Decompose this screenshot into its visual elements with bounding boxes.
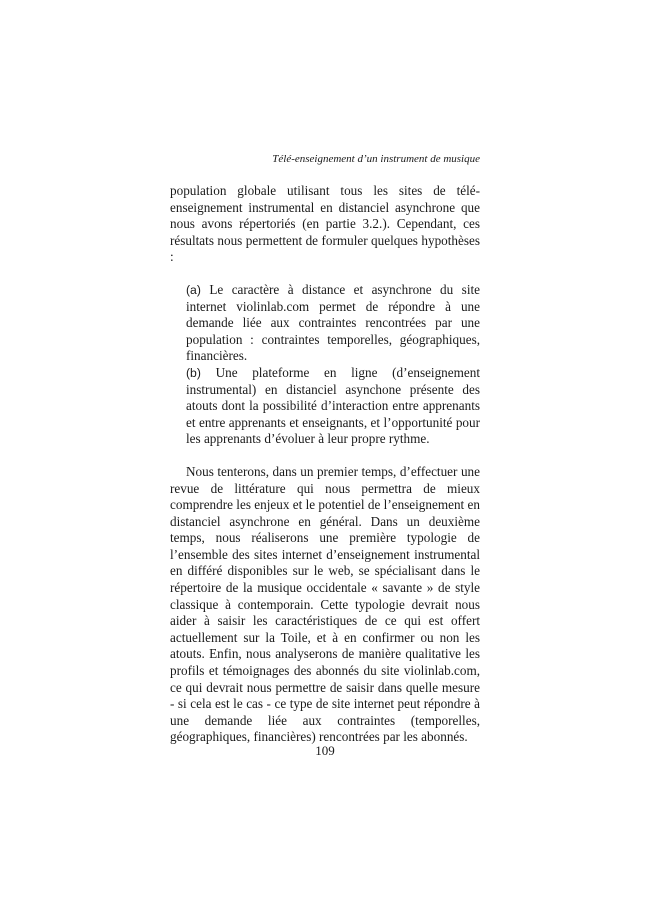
page-number: 109 [315, 743, 335, 758]
hypothesis-marker: (a) [186, 282, 201, 297]
hypotheses-list [170, 282, 480, 448]
main-paragraph: Nous tenterons, dans un premier temps, d’effectuer une revue de littérature qui nous permettra de mieux comprendre les enjeux et le potentiel de l’enseignement en distanciel asynchrone en général. Dans un deuxième temps, nous réaliserons une première typologie de l’ensemble des sites internet d’enseignement instrumental en différé disponibles sur le web, se spécialisant dans le répertoire de la musique occidentale « savante » de style classique à contemporain. Cette typologie devrait nous aider à saisir les caractéristiques de ce qui est offert actuellement sur la Toile, et à en confirmer ou non les atouts. Enfin, nous analyserons de manière qualitative les profils et témoignages des abonnés du site violinlab.com, ce qui devrait nous permettre de saisir dans quelle mesure - si cela est le cas - ce type de site internet peut répondre à une demande liée aux contraintes (temporelles, géographiques, financières) rencontrées par les abonnés. [170, 463, 480, 745]
hypothesis-text: Le caractère à distance et asynchrone du site internet violinlab.com permet de répondre à une demande liée aux contraintes rencontrées par une population : contraintes temporelles, géographiques, financières. [186, 281, 480, 364]
hypothesis-marker: (b) [186, 365, 201, 380]
body-text [170, 183, 480, 746]
hypothesis-text: Une plateforme en ligne (d’enseignement instrumental) en distanciel asynchone présente des atouts dont la possibilité d’interaction entre apprenants et entre apprenants et enseignants, et l’opportunité pour les apprenants d’évoluer à leur propre rythme. [186, 364, 480, 447]
hypothesis-item-b [186, 365, 480, 448]
intro-paragraph: population globale utilisant tous les sites de télé-enseignement instrumental en distanciel asynchrone que nous avons répertoriés (en partie 3.2.). Cependant, ces résultats nous permettent de formuler quelques hypothèses : [170, 183, 480, 265]
running-header: Télé-enseignement d’un instrument de musique [272, 153, 480, 165]
hypothesis-item-a [186, 282, 480, 365]
